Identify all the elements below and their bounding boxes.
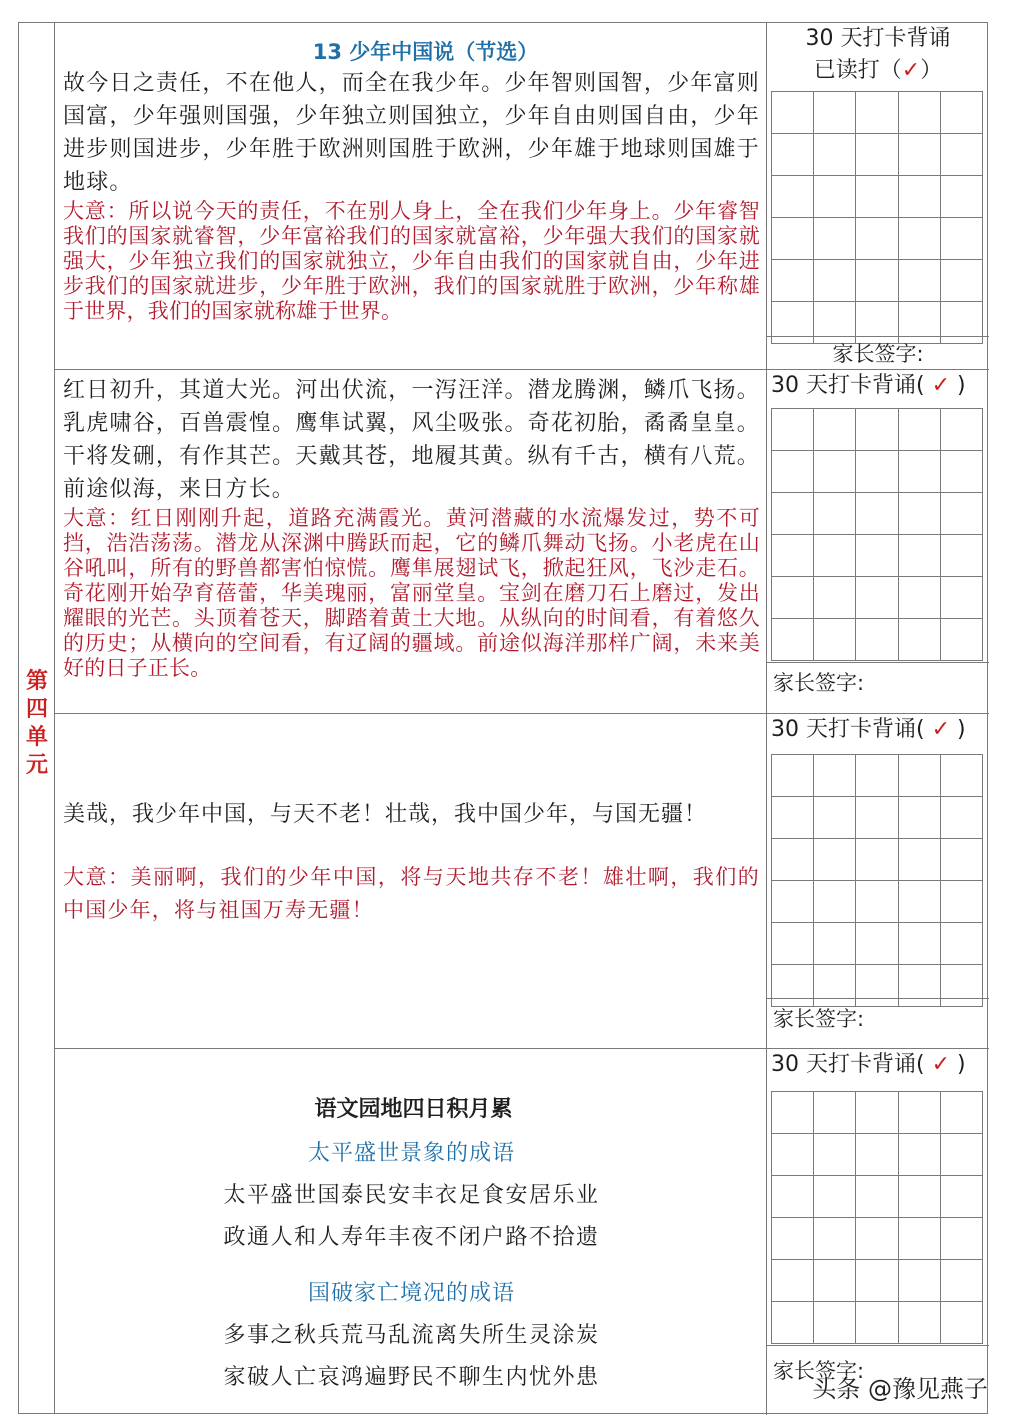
checkin-title-4 [767,1050,989,1080]
checkin-close: ) [957,717,966,742]
checkin-box[interactable] [814,881,856,923]
passage-1-meaning: 大意：所以说今天的责任，不在别人身上，全在我们少年身上。少年睿智我们的国家就睿智，少年富裕我们的国家就富裕，少年强大我们的国家就强大，少年独立我们的国家就独立，少年自由我们的国家就自由，少年进步我们的国家就进步，少年胜于欧洲，我们的国家就胜于欧洲，少年称雄于世界，我们的国家就称雄于世界。 [63,199,760,323]
checkin-box[interactable] [772,535,814,577]
checkin-box[interactable] [940,493,982,535]
passage-1-text: 故今日之责任，不在他人，而全在我少年。少年智则国智，少年富则国富，少年强则国强，少年独立则国独立，少年自由则国自由，少年进步则国进步，少年胜于欧洲则国胜于欧洲，少年雄于地球则国雄于地球。 [63,71,760,195]
checkin-box[interactable] [814,260,856,302]
checkin-box[interactable] [940,409,982,451]
checkin-box[interactable] [856,923,898,965]
checkin-box[interactable] [898,1176,940,1218]
checkin-box[interactable] [940,176,982,218]
checkin-box[interactable] [814,755,856,797]
checkin-box[interactable] [772,1176,814,1218]
checkin-box[interactable] [814,493,856,535]
checkin-panel-2 [767,370,989,713]
checkin-box[interactable] [940,92,982,134]
passage-1-content [55,23,767,369]
garden-title: 语文园地四日积月累 [314,1097,513,1122]
checkin-title-1-line1: 30 天打卡背诵 [805,26,951,51]
checkin-box[interactable] [814,134,856,176]
checkin-box[interactable] [814,409,856,451]
checkin-read-prefix: 已读打（ [813,58,902,83]
checkin-box[interactable] [772,176,814,218]
checkin-box[interactable] [772,1092,814,1134]
checkin-box[interactable] [856,839,898,881]
checkin-box[interactable] [772,577,814,619]
checkin-box[interactable] [940,1134,982,1176]
checkin-box[interactable] [856,1218,898,1260]
unit-column [19,23,55,1413]
checkin-label: 30 天打卡背诵( [771,717,925,742]
checkin-box[interactable] [856,535,898,577]
checkin-box[interactable] [898,923,940,965]
passage-2-content [55,370,767,713]
checkin-box[interactable] [772,755,814,797]
checkin-box[interactable] [898,755,940,797]
check-mark-icon: ✓ [901,58,921,83]
passage-3-meaning: 大意：美丽啊，我们的少年中国，将与天地共存不老！雄壮啊，我们的中国少年，将与祖国万寿无疆！ [63,865,760,922]
checkin-panel-4 [767,1049,989,1415]
checkin-box[interactable] [856,577,898,619]
checkin-box[interactable] [814,1092,856,1134]
checkin-box[interactable] [856,881,898,923]
passage-2-text: 红日初升，其道大光。河出伏流，一泻汪洋。潜龙腾渊，鳞爪飞扬。乳虎啸谷，百兽震惶。鹰隼试翼，风尘吸张。奇花初胎，矞矞皇皇。干将发硎，有作其芒。天戴其苍，地履其黄。纵有千古，横有八荒。前途似海，来日方长。 [63,378,760,502]
checkin-box[interactable] [814,451,856,493]
checkin-box[interactable] [814,535,856,577]
checkin-box[interactable] [940,881,982,923]
checkin-box[interactable] [772,839,814,881]
checkin-grid-2 [771,408,983,661]
checkin-box[interactable] [898,218,940,260]
checkin-box[interactable] [772,1218,814,1260]
worksheet [18,22,988,1414]
checkin-box[interactable] [898,493,940,535]
checkin-box[interactable] [856,1176,898,1218]
checkin-box[interactable] [856,176,898,218]
checkin-box[interactable] [814,797,856,839]
checkin-panel-1 [767,23,989,369]
garden-content [55,1049,767,1415]
checkin-box[interactable] [898,92,940,134]
checkin-label: 30 天打卡背诵( [771,1052,925,1077]
watermark: 头条 @豫见燕子 [812,1375,988,1403]
checkin-box[interactable] [772,218,814,260]
checkin-box[interactable] [898,1302,940,1344]
checkin-box[interactable] [772,797,814,839]
check-mark-icon: ✓ [931,373,951,398]
checkin-box[interactable] [856,493,898,535]
idiom-line-2: 政通人和人寿年丰夜不闭户路不拾遗 [223,1225,600,1250]
idiom-line-3: 多事之秋兵荒马乱流离失所生灵涂炭 [223,1323,600,1348]
idiom-heading-2: 国破家亡境况的成语 [307,1281,515,1306]
checkin-box[interactable] [814,577,856,619]
section-garden [55,1049,989,1415]
idiom-line-4: 家破人亡哀鸿遍野民不聊生内忧外患 [223,1365,600,1390]
checkin-box[interactable] [856,134,898,176]
checkin-close: ) [957,373,966,398]
checkin-box[interactable] [814,1218,856,1260]
checkin-grid-1 [771,91,983,344]
checkin-panel-3 [767,714,989,1048]
passage-2-meaning: 大意：红日刚刚升起，道路充满霞光。黄河潜藏的水流爆发过，势不可挡，浩浩荡荡。潜龙从深渊中腾跃而起，它的鳞爪舞动飞扬。小老虎在山谷吼叫，所有的野兽都害怕惊慌。鹰隼展翅试飞，掀起狂风，飞沙走石。奇花刚开始孕育蓓蕾，华美瑰丽，富丽堂皇。宝剑在磨刀石上磨过，发出耀眼的光芒。头顶着苍天，脚踏着黄土大地。从纵向的时间看，有着悠久的历史；从横向的空间看，有辽阔的疆域。前途似海洋那样广阔，未来美好的日子正长。 [63,506,760,680]
checkin-box[interactable] [814,1260,856,1302]
checkin-box[interactable] [940,839,982,881]
checkin-box[interactable] [856,92,898,134]
checkin-box[interactable] [814,839,856,881]
checkin-box[interactable] [856,409,898,451]
section-passage-3 [55,714,989,1049]
checkin-box[interactable] [772,451,814,493]
checkin-grid-3 [771,754,983,1007]
checkin-box[interactable] [940,451,982,493]
checkin-box[interactable] [814,92,856,134]
checkin-title-1 [767,23,989,87]
checkin-box[interactable] [898,535,940,577]
checkin-box[interactable] [772,881,814,923]
checkin-box[interactable] [814,1302,856,1344]
checkin-box[interactable] [814,923,856,965]
checkin-box[interactable] [940,577,982,619]
checkin-box[interactable] [940,535,982,577]
checkin-read-suffix: ） [920,58,943,83]
checkin-box[interactable] [898,176,940,218]
checkin-box[interactable] [940,1092,982,1134]
checkin-box[interactable] [898,619,940,661]
checkin-box[interactable] [856,1260,898,1302]
checkin-box[interactable] [898,1092,940,1134]
checkin-box[interactable] [898,260,940,302]
parent-signature-4[interactable]: 家长签字: [767,1345,989,1415]
checkin-box[interactable] [898,1218,940,1260]
checkin-box[interactable] [772,1134,814,1176]
checkin-box[interactable] [772,619,814,661]
checkin-box[interactable] [898,1260,940,1302]
checkin-title-1-line2 [767,55,989,87]
checkin-title-2 [767,371,989,401]
checkin-box[interactable] [898,451,940,493]
checkin-box[interactable] [940,923,982,965]
passage-3-content [55,714,767,1048]
checkin-box[interactable] [772,134,814,176]
checkin-box[interactable] [940,797,982,839]
checkin-box[interactable] [856,1302,898,1344]
checkin-box[interactable] [898,881,940,923]
checkin-box[interactable] [772,1260,814,1302]
checkin-box[interactable] [898,134,940,176]
checkin-box[interactable] [814,619,856,661]
checkin-box[interactable] [856,260,898,302]
checkin-box[interactable] [940,619,982,661]
checkin-box[interactable] [772,92,814,134]
checkin-box[interactable] [856,1134,898,1176]
parent-signature-3[interactable]: 家长签字: [767,998,989,1049]
checkin-box[interactable] [940,1218,982,1260]
checkin-box[interactable] [772,1302,814,1344]
checkin-box[interactable] [772,493,814,535]
checkin-box[interactable] [940,755,982,797]
checkin-box[interactable] [856,1092,898,1134]
checkin-box[interactable] [940,218,982,260]
checkin-title-3 [767,715,989,745]
checkin-box[interactable] [814,1176,856,1218]
checkin-box[interactable] [898,577,940,619]
checkin-box[interactable] [772,260,814,302]
checkin-box[interactable] [814,1134,856,1176]
checkin-box[interactable] [772,409,814,451]
checkin-box[interactable] [940,134,982,176]
checkin-box[interactable] [898,409,940,451]
check-mark-icon: ✓ [931,717,951,742]
checkin-box[interactable] [856,451,898,493]
idiom-line-1: 太平盛世国泰民安丰衣足食安居乐业 [223,1183,600,1208]
checkin-box[interactable] [772,923,814,965]
checkin-box[interactable] [940,1260,982,1302]
checkin-grid-4 [771,1091,983,1344]
checkin-label: 30 天打卡背诵( [771,373,925,398]
unit-label: 第四单元 [25,669,48,778]
parent-signature-1[interactable]: 家长签字: [767,336,989,370]
parent-signature-2[interactable]: 家长签字: [767,662,989,714]
checkin-box[interactable] [856,797,898,839]
section-passage-1 [55,23,989,370]
section-passage-2 [55,370,989,714]
lesson-title: 13 少年中国说（节选） [312,40,539,64]
checkin-box[interactable] [856,619,898,661]
checkin-box[interactable] [814,218,856,260]
checkin-box[interactable] [898,839,940,881]
checkin-close: ) [957,1052,966,1077]
checkin-box[interactable] [898,797,940,839]
passage-3-text: 美哉，我少年中国，与天不老！壮哉，我中国少年，与国无疆！ [63,802,708,827]
checkin-box[interactable] [856,218,898,260]
check-mark-icon: ✓ [931,1052,951,1077]
checkin-box[interactable] [940,260,982,302]
checkin-box[interactable] [940,1176,982,1218]
idiom-heading-1: 太平盛世景象的成语 [307,1141,515,1166]
checkin-box[interactable] [814,176,856,218]
checkin-box[interactable] [856,755,898,797]
checkin-box[interactable] [898,1134,940,1176]
checkin-box[interactable] [940,1302,982,1344]
